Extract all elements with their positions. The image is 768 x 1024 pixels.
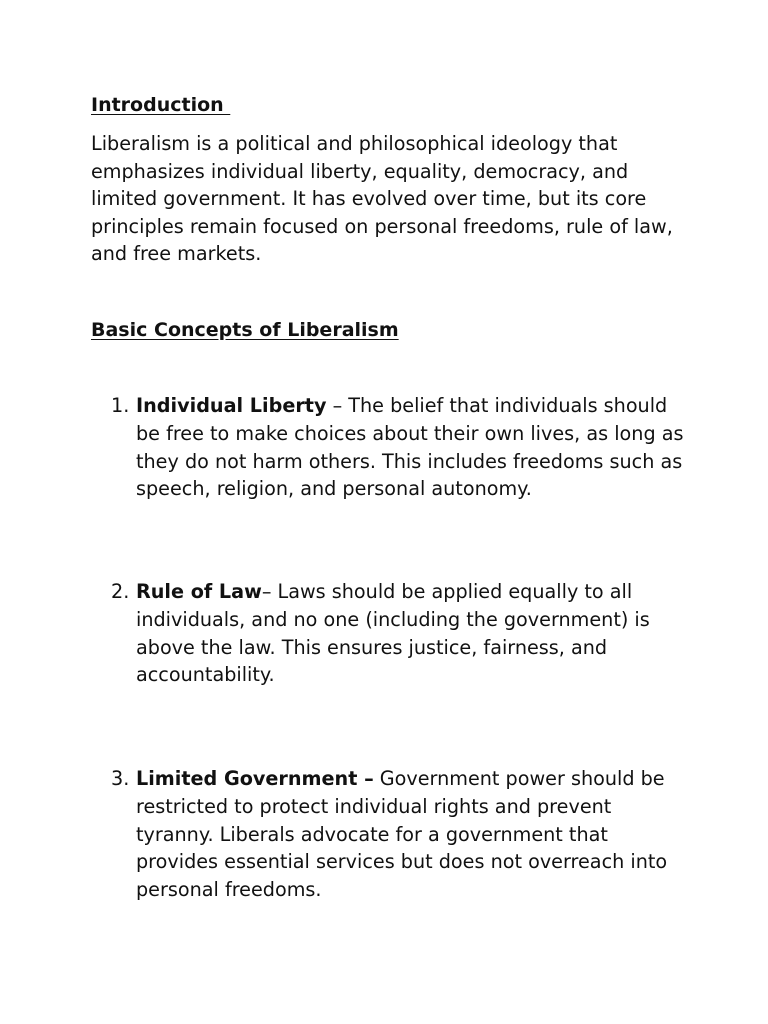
list-number: 3. xyxy=(111,767,130,790)
list-number: 2. xyxy=(111,580,130,603)
list-term: Limited Government – xyxy=(136,767,374,790)
list-number: 1. xyxy=(111,394,130,417)
list-item-individual-liberty xyxy=(111,392,691,503)
list-description: The belief that individuals should be free to make choices about their own lives, as long as they do not harm others. This includes freedoms such as speech, religion, and personal autonomy. xyxy=(136,394,684,501)
list-description: Laws should be applied equally to all individuals, and no one (including the government) is above the law. This ensures justice, fairness, and accountability. xyxy=(136,580,650,687)
list-item-limited-government xyxy=(111,765,691,904)
list-separator: – xyxy=(261,580,278,603)
introduction-paragraph: Liberalism is a political and philosophical ideology that emphasizes individual liberty, equality, democracy, and limited government. It has evolved over time, but its core principles remain focused on personal freedoms, rule of law, and free markets. xyxy=(91,132,673,266)
introduction-heading: Introduction xyxy=(91,94,231,116)
list-separator: – xyxy=(326,394,349,417)
list-term: Rule of Law xyxy=(136,580,262,603)
list-item-rule-of-law xyxy=(111,578,691,689)
basic-concepts-heading: Basic Concepts of Liberalism xyxy=(91,319,399,341)
list-description: Government power should be restricted to protect individual rights and prevent tyranny. Liberals advocate for a government that provides essential services but does not overreach into personal freedoms. xyxy=(136,767,668,902)
list-term: Individual Liberty xyxy=(136,394,327,417)
